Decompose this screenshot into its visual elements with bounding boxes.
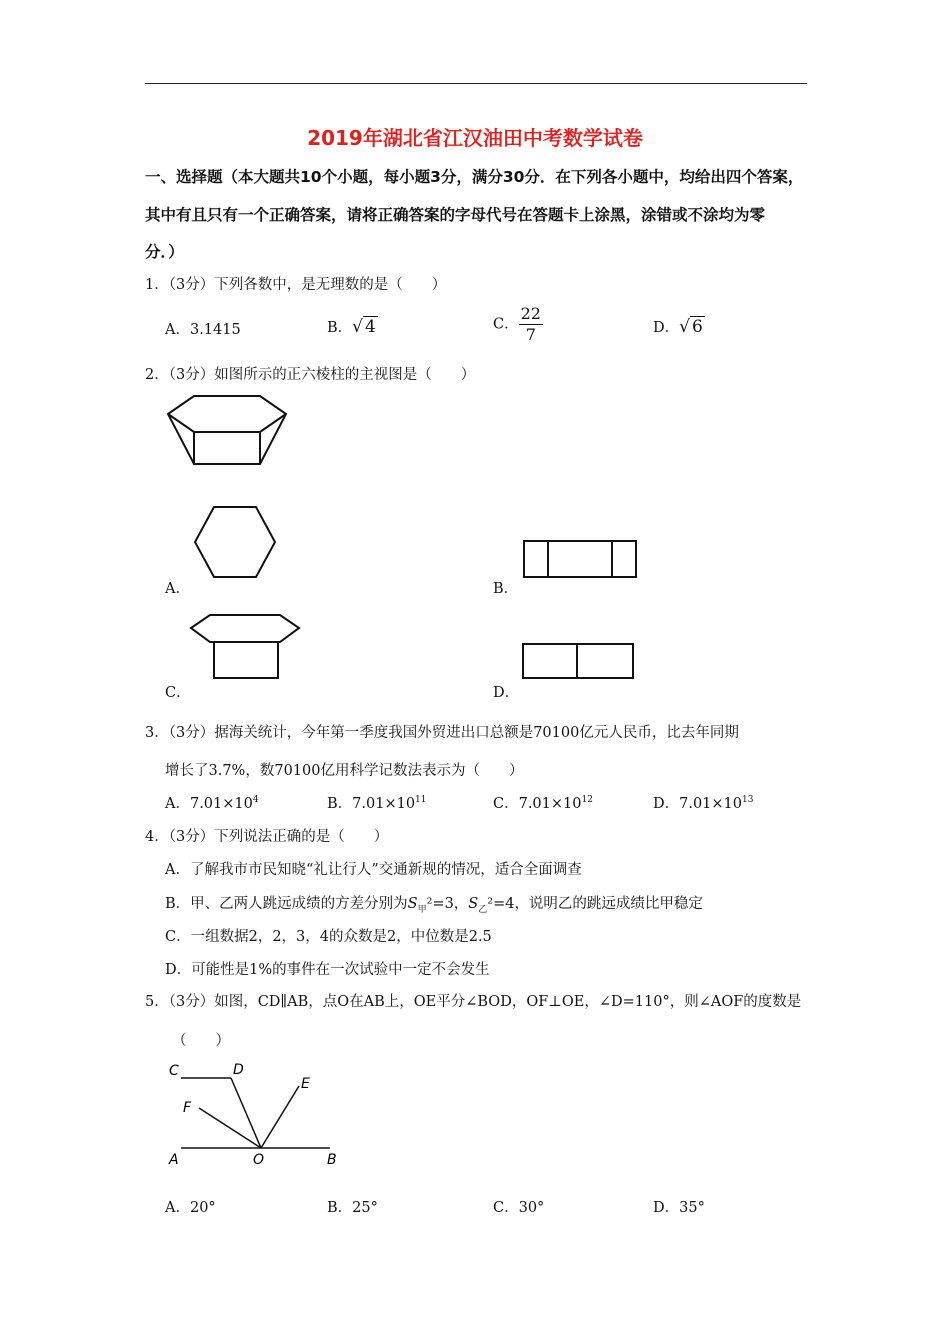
- sqrt-symbol: √ 6: [679, 317, 703, 337]
- q2-option-a-label: A．: [165, 581, 190, 597]
- label-f: F: [183, 1100, 192, 1116]
- section-instructions-line-2: 其中有且只有一个正确答案，请将正确答案的字母代号在答题卡上涂黑，涂错或不涂均为零: [145, 206, 766, 224]
- q2-option-a-hexagon: [194, 506, 276, 578]
- q1-option-a: A．3.1415: [165, 322, 241, 338]
- q2-option-d-label: D．: [493, 685, 520, 701]
- label-a: A: [169, 1152, 179, 1168]
- q1-option-d: D．√ 6: [653, 317, 703, 337]
- q2-stem: 2．（3分）如图所示的正六棱柱的主视图是（ ）: [145, 367, 476, 383]
- q4-option-d: D．可能性是1%的事件在一次试验中一定不会发生: [165, 962, 490, 978]
- q3-option-d: D．$7.01\times 10^{13}$: [653, 795, 754, 812]
- q5-option-b: B．25°: [327, 1200, 378, 1216]
- sqrt-symbol: √ 4: [352, 317, 376, 337]
- fraction: $\frac{22}{7}$: [520, 304, 541, 344]
- q2-option-d-figure: [522, 643, 634, 679]
- q4-stem: 4．（3分）下列说法正确的是（ ）: [145, 829, 389, 845]
- q2-option-b-figure: [523, 540, 637, 578]
- q5-option-c: C．30°: [493, 1200, 545, 1216]
- q5-stem-line-1: 5．（3分）如图，CD∥AB，点O在AB上，OE平分∠BOD，OF⊥OE，∠D=110°，则∠AOF的度数是: [145, 994, 802, 1010]
- section-instructions-line-3: 分．）: [145, 243, 184, 261]
- label-c: C: [169, 1063, 179, 1079]
- q2-option-c-label: C．: [165, 685, 191, 701]
- exam-title: 2019年湖北省江汉油田中考数学试卷: [307, 126, 643, 150]
- q5-option-d: D．35°: [653, 1200, 705, 1216]
- label-e: E: [301, 1076, 310, 1092]
- section-instructions-line-1: 一、选择题（本大题共10个小题，每小题3分，满分30分．在下列各小题中，均给出四个答案，: [145, 168, 804, 186]
- q5-option-a: A．20°: [165, 1200, 216, 1216]
- q3-option-c: C．$7.01\times 10^{12}$: [493, 795, 593, 812]
- q3-stem-line-2: 增长了3.7%，数70100亿用科学记数法表示为（ ）: [165, 763, 524, 779]
- q4-option-b: B．甲、乙两人跳远成绩的方差分别为$S_甲^2=3$，$S_乙^2=4$，说明乙的跳远成绩比甲稳定: [165, 896, 703, 915]
- label-o: O: [253, 1152, 265, 1168]
- q1-option-b: B．√ 4: [327, 317, 376, 337]
- header-rule: [145, 83, 807, 84]
- q3-stem-line-1: 3．（3分）据海关统计，今年第一季度我国外贸进出口总额是70100亿元人民币，比去年同期: [145, 725, 739, 741]
- q1-option-c: C． $\frac{22}{7}$: [493, 304, 541, 344]
- q3-option-a: A．$7.01\times 10^4$: [165, 795, 259, 812]
- hexagonal-prism-figure: [168, 396, 288, 466]
- q2-option-b-label: B．: [493, 581, 519, 597]
- q5-geometry-figure: [165, 1056, 355, 1171]
- q1-stem: 1．（3分）下列各数中，是无理数的是（ ）: [145, 277, 447, 293]
- label-d: D: [233, 1062, 244, 1078]
- q2-option-c-figure: [190, 614, 300, 680]
- q4-option-c: C．一组数据2，2，3，4的众数是2，中位数是2.5: [165, 929, 492, 945]
- q3-option-b: B．$7.01\times 10^{11}$: [327, 795, 427, 812]
- q5-stem-line-2: （ ）: [172, 1033, 230, 1049]
- label-b: B: [327, 1152, 337, 1168]
- q4-option-a: A．了解我市市民知晓“礼让行人”交通新规的情况，适合全面调查: [165, 862, 582, 878]
